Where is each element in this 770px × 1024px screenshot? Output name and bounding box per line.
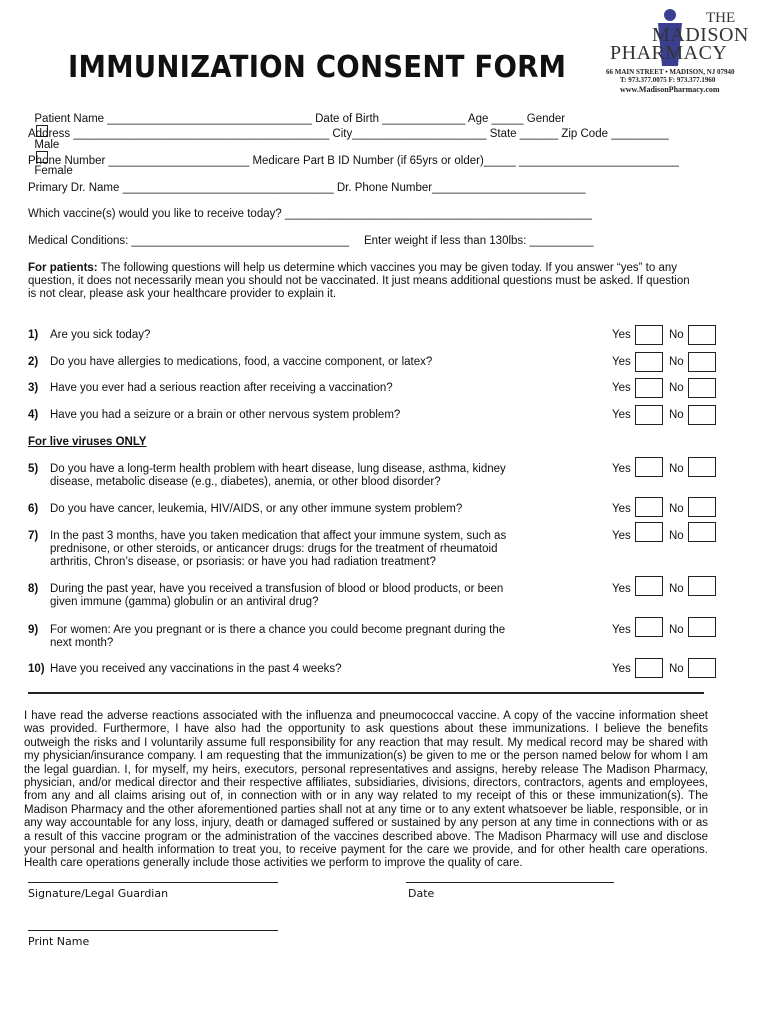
- question-text: During the past year, have you received a transfusion of blood or blood products, or been given immune (gamma) globulin or an antiviral drug?: [50, 583, 504, 608]
- logo-address: 66 MAIN STREET • MADISON, NJ 07940: [606, 68, 735, 76]
- logo-phone: T: 973.377.0075 F: 973.377.1960: [620, 76, 716, 84]
- no-checkbox[interactable]: [688, 405, 716, 425]
- yes-label: Yes: [612, 583, 631, 595]
- weight-field[interactable]: Enter weight if less than 130lbs: __________: [364, 235, 594, 247]
- yes-checkbox[interactable]: [635, 457, 663, 477]
- yes-label: Yes: [612, 463, 631, 475]
- yes-checkbox[interactable]: [635, 522, 663, 542]
- yes-checkbox[interactable]: [635, 658, 663, 678]
- print-name-line[interactable]: [28, 930, 278, 931]
- yes-label: Yes: [612, 624, 631, 636]
- no-checkbox[interactable]: [688, 378, 716, 398]
- phone-medicare-field[interactable]: Phone Number ______________________ Medicare Part B ID Number (if 65yrs or older)_____ _________________________: [28, 155, 679, 167]
- no-label: No: [669, 329, 684, 341]
- yes-checkbox[interactable]: [635, 405, 663, 425]
- yes-label: Yes: [612, 356, 631, 368]
- yes-checkbox[interactable]: [635, 325, 663, 345]
- question-number: 1): [28, 329, 39, 341]
- vaccine-field[interactable]: Which vaccine(s) would you like to receive today? ________________________________________________: [28, 208, 592, 220]
- no-checkbox[interactable]: [688, 497, 716, 517]
- question-number: 3): [28, 382, 39, 394]
- no-label: No: [669, 530, 684, 542]
- date-label: Date: [408, 887, 435, 900]
- question-text: Have you ever had a serious reaction after receiving a vaccination?: [50, 382, 393, 394]
- yes-checkbox[interactable]: [635, 378, 663, 398]
- date-line[interactable]: [406, 882, 614, 883]
- yes-label: Yes: [612, 329, 631, 341]
- question-text: Do you have cancer, leukemia, HIV/AIDS, or any other immune system problem?: [50, 503, 463, 515]
- consent-statement: I have read the adverse reactions associated with the influenza and pneumococcal vaccine. A copy of the vaccine information sheet was provided. Furthermore, I have also had the opportunity to ask questions about these immunizations. I believe the benefits outweigh the risks and I voluntarily assume full responsibility for any reaction that may result. My medical record may be shared with my physician/insurance company. I am requesting that the immunization(s) be given to me or the person named below for whom I am the legal guardian. I, for myself, my heirs, executors, personal representatives and assigns, hereby release The Madison Pharmacy, physician, and/or medical director and their respective affiliates, subsidiaries, divisions, directors, contractors, agents and employees, from any and all claims arising out of, in connection with or in any way related to my receipt of this or these immunization(s). The Madison Pharmacy and the other aforementioned parties shall not at any time or to any extent whatsoever be liable, responsible, or in any way accountable for any loss, injury, death or damaged suffered or sustained by any person at any time in connections with or as a result of this vaccine program or the administration of the vaccines described above. The Madison Pharmacy will use and disclose your personal and health information to treat you, to receive payment for the care we provide, and for other health care operations. Health care operations generally include those activities we perform to improve the quality of care.: [24, 710, 708, 870]
- no-label: No: [669, 503, 684, 515]
- yes-checkbox[interactable]: [635, 617, 663, 637]
- no-label: No: [669, 463, 684, 475]
- no-checkbox[interactable]: [688, 658, 716, 678]
- no-label: No: [669, 583, 684, 595]
- no-checkbox[interactable]: [688, 576, 716, 596]
- question-number: 9): [28, 624, 39, 636]
- no-checkbox[interactable]: [688, 617, 716, 637]
- question-text: Have you had a seizure or a brain or other nervous system problem?: [50, 409, 401, 421]
- question-number: 4): [28, 409, 39, 421]
- instructions-text: The following questions will help us determine which vaccines you may be given today. If you answer “yes” to any question, it does not necessarily mean you should not be vaccinated. It just means additional questions must be asked. If question is not clear, please ask your healthcare provider to explain it.: [28, 262, 690, 300]
- patient-name-dob-age-gender: Patient Name ________________________________ Date of Birth _____________ Age _____ Gender: [34, 113, 566, 125]
- signature-line[interactable]: [28, 882, 278, 883]
- primary-dr-field[interactable]: Primary Dr. Name _________________________________ Dr. Phone Number________________________: [28, 182, 586, 194]
- female-label: Female: [34, 165, 73, 177]
- yes-label: Yes: [612, 663, 631, 675]
- print-name-label: Print Name: [28, 935, 90, 948]
- question-text: Have you received any vaccinations in the past 4 weeks?: [50, 663, 342, 675]
- question-number: 7): [28, 530, 39, 542]
- question-text: Do you have allergies to medications, food, a vaccine component, or latex?: [50, 356, 433, 368]
- page-title: IMMUNIZATION CONSENT FORM: [68, 50, 567, 85]
- no-checkbox[interactable]: [688, 522, 716, 542]
- no-label: No: [669, 409, 684, 421]
- question-number: 5): [28, 463, 39, 475]
- yes-label: Yes: [612, 503, 631, 515]
- question-text: Are you sick today?: [50, 329, 151, 341]
- question-text: Do you have a long-term health problem with heart disease, lung disease, asthma, kidney disease, metabolic disease (e.g., diabetes), anemia, or other blood disorder?: [50, 463, 506, 488]
- no-checkbox[interactable]: [688, 457, 716, 477]
- signature-label: Signature/Legal Guardian: [28, 887, 169, 900]
- no-checkbox[interactable]: [688, 352, 716, 372]
- question-number: 2): [28, 356, 39, 368]
- question-number: 8): [28, 583, 39, 595]
- no-label: No: [669, 663, 684, 675]
- live-virus-heading: For live viruses ONLY: [28, 436, 147, 448]
- no-checkbox[interactable]: [688, 325, 716, 345]
- yes-checkbox[interactable]: [635, 497, 663, 517]
- male-label: Male: [34, 139, 60, 151]
- logo-the: THE: [706, 10, 736, 26]
- no-label: No: [669, 356, 684, 368]
- medical-conditions-field[interactable]: Medical Conditions: __________________________________: [28, 235, 350, 247]
- pharmacy-logo: [606, 8, 749, 98]
- patient-instructions: [28, 262, 698, 301]
- question-text: In the past 3 months, have you taken medication that affect your immune system, such as prednisone, or other steroids, or anticancer drugs: drugs for the treatment of rheumatoid arthritis, Chron’s disease, or psoriasis: or have you had radiation treatment?: [50, 530, 507, 568]
- logo-madison: MADISON: [652, 24, 749, 46]
- no-label: No: [669, 624, 684, 636]
- yes-label: Yes: [612, 409, 631, 421]
- yes-label: Yes: [612, 382, 631, 394]
- logo-pharmacy: PHARMACY: [610, 42, 728, 64]
- question-number: 10): [28, 663, 45, 675]
- yes-checkbox[interactable]: [635, 576, 663, 596]
- question-number: 6): [28, 503, 39, 515]
- instructions-bold-label: For patients:: [28, 262, 98, 274]
- question-text: For women: Are you pregnant or is there a chance you could become pregnant during the next month?: [50, 624, 506, 649]
- logo-website: www.MadisonPharmacy.com: [620, 85, 720, 94]
- section-divider: [28, 692, 704, 694]
- no-label: No: [669, 382, 684, 394]
- yes-label: Yes: [612, 530, 631, 542]
- yes-checkbox[interactable]: [635, 352, 663, 372]
- address-field[interactable]: Address ________________________________________ City_____________________ State ______ Zip Code _________: [28, 128, 669, 140]
